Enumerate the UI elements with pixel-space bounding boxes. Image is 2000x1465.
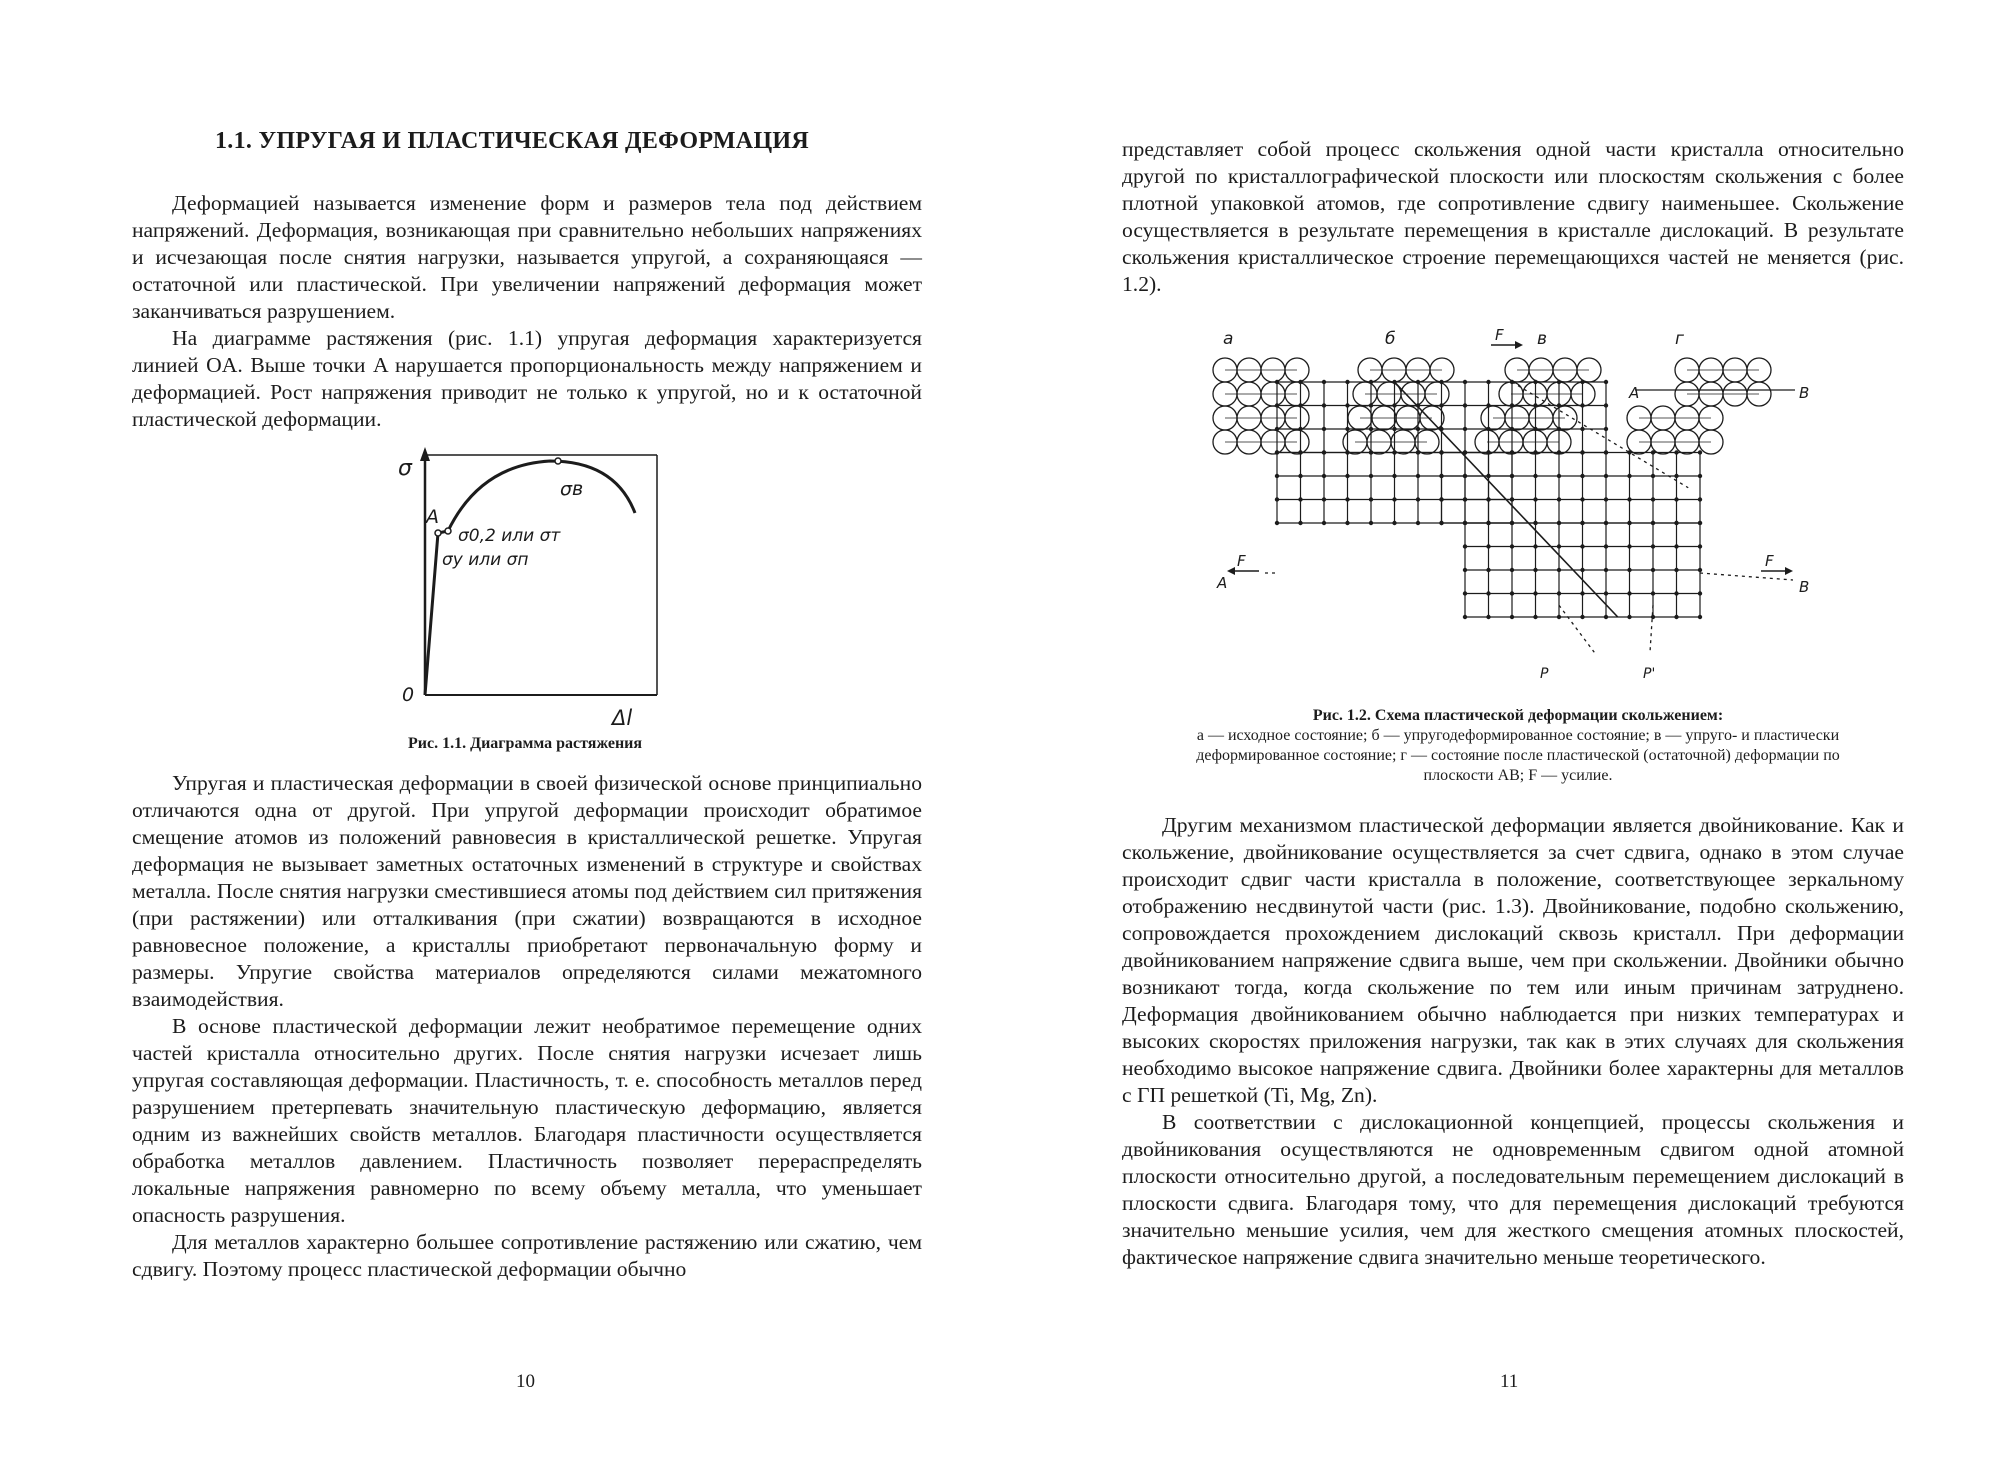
- lattice-node: [1627, 615, 1631, 619]
- lattice-node: [1322, 521, 1326, 525]
- lattice-node: [1486, 474, 1490, 478]
- lattice-node: [1463, 521, 1467, 525]
- label-ab-a: A: [1629, 384, 1640, 402]
- lattice-node: [1674, 591, 1678, 595]
- figure-1-2-caption-title: Рис. 1.2. Схема пластической деформации скольжением:: [1312, 707, 1724, 724]
- page-number-left: 10: [516, 1371, 535, 1392]
- label-ab-b: B: [1799, 384, 1810, 402]
- label-sigma-02: σ0,2 или σт: [458, 526, 561, 546]
- lattice-node: [1580, 521, 1584, 525]
- lattice-node: [1698, 568, 1702, 572]
- lattice-node: [1275, 497, 1279, 501]
- lattice-node: [1557, 403, 1561, 407]
- lattice-node: [1580, 615, 1584, 619]
- lattice-node: [1604, 427, 1608, 431]
- lattice-node: [1604, 591, 1608, 595]
- intro-paragraph-1: Деформацией называется изменение форм и размеров тела под действием напряжений. Деформация, возникающая при сравнительно небольших напряжениях и исчезающая после снятия нагрузки, называется упругой, а сохраняющаяся — остаточной или пластической. При увеличении напряжений деформация может заканчиваться разрушением.: [132, 191, 922, 323]
- lattice-node: [1580, 450, 1584, 454]
- lattice-node: [1345, 497, 1349, 501]
- lattice-node: [1439, 380, 1443, 384]
- lattice-node: [1674, 568, 1678, 572]
- lattice-node: [1533, 427, 1537, 431]
- lattice-node: [1604, 615, 1608, 619]
- lattice-node: [1486, 403, 1490, 407]
- lattice-node: [1322, 474, 1326, 478]
- label-v: в: [1537, 329, 1548, 349]
- lattice-node: [1486, 544, 1490, 548]
- label-g: г: [1675, 329, 1684, 349]
- lattice-node: [1439, 497, 1443, 501]
- lattice-node: [1627, 568, 1631, 572]
- right-page: [1000, 0, 2000, 1465]
- top-text: [1122, 136, 1904, 298]
- lattice-node: [1533, 591, 1537, 595]
- top-paragraph: представляет собой процесс скольжения одной части кристалла относительно другой по кристаллографической плоскости или плоскостям скольжения с более плотной упаковкой атомов, где сопротивление сдвигу наименьшее. Скольжение осуществляется в результате перемещения в кристалле дислокаций. В результате скольжения кристаллическое строение перемещающихся частей не меняется (рис. 1.2).: [1122, 137, 1904, 296]
- lattice-node: [1533, 403, 1537, 407]
- lattice-node: [1674, 521, 1678, 525]
- lattice-node: [1604, 380, 1608, 384]
- lattice-node: [1369, 427, 1373, 431]
- lattice-node: [1486, 450, 1490, 454]
- lattice-node: [1416, 497, 1420, 501]
- lattice-node: [1580, 591, 1584, 595]
- lattice-node: [1651, 615, 1655, 619]
- body-paragraph-2: В основе пластической деформации лежит необратимое перемещение одних частей кристалла относительно других. После снятия нагрузки исчезает лишь упругая составляющая деформации. Пластичность, т. е. способность металлов перед разрушением претерпевать значительную пластическую деформацию, является одним из важнейших свойств металлов. Благодаря пластичности осуществляется обработка металлов давлением. Пластичность позволяет перераспределять локальные напряжения равномерно по всему объему металла, что уменьшает опасность разрушения.: [132, 1014, 922, 1227]
- dashed-guide: [1559, 605, 1594, 652]
- lattice-node: [1627, 497, 1631, 501]
- lattice-node: [1580, 497, 1584, 501]
- lattice-node: [1486, 497, 1490, 501]
- lattice-node: [1275, 450, 1279, 454]
- y-axis-arrow: [420, 447, 430, 461]
- label-force-top: F: [1495, 328, 1504, 344]
- label-delta-l: Δl: [612, 706, 633, 730]
- lattice-node: [1298, 380, 1302, 384]
- lattice-node: [1463, 474, 1467, 478]
- body-text-right: [1122, 812, 1904, 1271]
- lattice-node: [1510, 521, 1514, 525]
- lattice-node: [1627, 521, 1631, 525]
- lattice-node: [1533, 615, 1537, 619]
- lattice-node: [1604, 474, 1608, 478]
- lattice-node: [1345, 403, 1349, 407]
- lattice-node: [1580, 380, 1584, 384]
- figure-1-1-stress-strain-diagram: [390, 445, 670, 730]
- dashed-guide: [1700, 573, 1793, 580]
- lattice-node: [1674, 544, 1678, 548]
- lattice-node: [1580, 403, 1584, 407]
- lattice-node: [1698, 474, 1702, 478]
- lattice-node: [1298, 427, 1302, 431]
- lattice-node: [1322, 403, 1326, 407]
- lattice-node: [1369, 450, 1373, 454]
- label-sigma-axis: σ: [398, 456, 412, 481]
- lattice-node: [1298, 474, 1302, 478]
- lattice-node: [1369, 474, 1373, 478]
- stress-strain-curve: [425, 461, 635, 695]
- lattice-node: [1322, 380, 1326, 384]
- lattice-node: [1510, 615, 1514, 619]
- lattice-node: [1557, 474, 1561, 478]
- lattice-node: [1651, 474, 1655, 478]
- lattice-node: [1345, 427, 1349, 431]
- lattice-node: [1698, 591, 1702, 595]
- lattice-node: [1416, 380, 1420, 384]
- lattice-node: [1322, 450, 1326, 454]
- lattice-node: [1392, 403, 1396, 407]
- label-sigma-b: σв: [560, 478, 584, 500]
- lattice-node: [1463, 497, 1467, 501]
- lattice-node: [1510, 544, 1514, 548]
- lattice-node: [1439, 521, 1443, 525]
- lattice-node: [1580, 544, 1584, 548]
- lattice-node: [1604, 403, 1608, 407]
- figure-1-2-slip-schematic: [1195, 328, 1835, 700]
- label-lattice-b: B: [1799, 578, 1810, 596]
- lattice-node: [1604, 568, 1608, 572]
- lattice-node: [1369, 403, 1373, 407]
- lattice-node: [1322, 497, 1326, 501]
- lattice-node: [1369, 521, 1373, 525]
- lattice-node: [1580, 568, 1584, 572]
- lattice-node: [1463, 615, 1467, 619]
- body-paragraph-3: Для металлов характерно большее сопротивление растяжению или сжатию, чем сдвигу. Поэтому процесс пластической деформации обычно: [132, 1230, 922, 1281]
- lattice-node: [1275, 380, 1279, 384]
- lattice-node: [1345, 474, 1349, 478]
- lattice-node: [1392, 497, 1396, 501]
- lattice-node: [1651, 450, 1655, 454]
- lattice-node: [1345, 450, 1349, 454]
- intro-paragraph-2: На диаграмме растяжения (рис. 1.1) упругая деформация характеризуется линией OA. Выше точки A нарушается пропорциональность между напряжением и деформацией. Рост напряжения приводит не только к упругой, но и к остаточной пластической деформации.: [132, 326, 922, 431]
- lattice-node: [1510, 403, 1514, 407]
- lattice-node: [1698, 450, 1702, 454]
- lattice-node: [1486, 427, 1490, 431]
- lattice-node: [1604, 450, 1608, 454]
- lattice-node: [1416, 521, 1420, 525]
- dashed-guide: [1512, 382, 1688, 488]
- lattice-node: [1651, 497, 1655, 501]
- lattice-node: [1463, 403, 1467, 407]
- label-p: P: [1540, 666, 1549, 682]
- lattice-node: [1627, 544, 1631, 548]
- lattice-node: [1557, 450, 1561, 454]
- lattice-node: [1604, 521, 1608, 525]
- lattice-node: [1533, 568, 1537, 572]
- body-paragraph-5: В соответствии с дислокационной концепцией, процессы скольжения и двойникования осуществляются не одновременным сдвигом одной атомной плоскости относительно другой, а последовательным перемещением дислокаций в плоскости сдвига. Благодаря тому, что для перемещения дислокаций требуются значительно меньшие усилия, чем для жесткого смещения атомных плоскостей, фактическое напряжение сдвига значительно меньше теоретического.: [1122, 1110, 1904, 1269]
- section-heading: 1.1. УПРУГАЯ И ПЛАСТИЧЕСКАЯ ДЕФОРМАЦИЯ: [215, 128, 810, 154]
- lattice-node: [1580, 474, 1584, 478]
- lattice-node: [1698, 615, 1702, 619]
- lattice-node: [1275, 474, 1279, 478]
- label-force-right: F: [1765, 552, 1774, 570]
- dashed-guide: [1650, 605, 1653, 652]
- body-paragraph-4: Другим механизмом пластической деформации является двойникование. Как и скольжение, двойникование осуществляется за счет сдвига, однако в этом случае происходит сдвиг части кристалла в положение, соответствующее зеркальному отображению несдвинутой части (рис. 1.3). Двойникование, подобно скольжению, сопровождается прохождением дислокаций сквозь кристалл. При деформации двойникованием напряжение сдвига выше, чем при скольжении. Двойники обычно возникают тогда, когда скольжение по тем или иным причинам затруднено. Деформация двойникованием обычно наблюдается при низких температурах и высоких скоростях приложения нагрузки, так как в этих случаях для скольжения необходимо высокое напряжение сдвига. Двойники более характерны для металлов с ГП решеткой (Ti, Mg, Zn).: [1122, 813, 1904, 1107]
- lattice-node: [1604, 544, 1608, 548]
- lattice-node: [1627, 591, 1631, 595]
- lattice-node: [1463, 568, 1467, 572]
- lattice-node: [1674, 615, 1678, 619]
- lattice-node: [1698, 544, 1702, 548]
- lattice-node: [1439, 403, 1443, 407]
- lattice-node: [1698, 497, 1702, 501]
- lattice-node: [1392, 427, 1396, 431]
- lattice-node: [1510, 497, 1514, 501]
- lattice-node: [1275, 403, 1279, 407]
- lattice-node: [1557, 427, 1561, 431]
- lattice-node: [1533, 450, 1537, 454]
- point-sigma-y: [435, 530, 441, 536]
- lattice-node: [1651, 521, 1655, 525]
- lattice-node: [1674, 497, 1678, 501]
- lattice-node: [1510, 591, 1514, 595]
- lattice-node: [1510, 427, 1514, 431]
- lattice-node: [1322, 427, 1326, 431]
- lattice-node: [1392, 450, 1396, 454]
- lattice-node: [1533, 474, 1537, 478]
- lattice-node: [1345, 380, 1349, 384]
- lattice-node: [1651, 568, 1655, 572]
- lattice-node: [1392, 521, 1396, 525]
- lattice-node: [1486, 615, 1490, 619]
- lattice-node: [1557, 380, 1561, 384]
- label-a: а: [1223, 329, 1234, 349]
- lattice-node: [1463, 380, 1467, 384]
- lattice-node: [1392, 474, 1396, 478]
- lattice-node: [1416, 474, 1420, 478]
- lattice-node: [1369, 497, 1373, 501]
- lattice-node: [1557, 568, 1561, 572]
- body-paragraph-1: Упругая и пластическая деформации в своей физической основе принципиально отличаются одна от другой. При упругой деформации происходит обратимое смещение атомов из положений равновесия в кристаллической решетке. Упругая деформация не вызывает заметных остаточных изменений в структуре и свойствах металла. После снятия нагрузки сместившиеся атомы под действием сил притяжения (при растяжении) или отталкивания (при сжатии) возвращаются в исходное равновесное положение, а кристаллы приобретают первоначальную форму и размеры. Упругие свойства материалов определяются силами межатомного взаимодействия.: [132, 771, 922, 1011]
- figure-1-2-caption: [1168, 706, 1868, 786]
- lattice-node: [1674, 474, 1678, 478]
- lattice-node: [1533, 380, 1537, 384]
- label-lattice-a: A: [1217, 574, 1228, 592]
- lattice-node: [1627, 474, 1631, 478]
- lattice-node: [1486, 568, 1490, 572]
- force-arrowhead-left: [1227, 567, 1235, 575]
- lattice-node: [1510, 450, 1514, 454]
- lattice-node: [1580, 427, 1584, 431]
- lattice-node: [1557, 497, 1561, 501]
- lattice-node: [1275, 521, 1279, 525]
- lattice-node: [1439, 450, 1443, 454]
- lattice-node: [1557, 544, 1561, 548]
- label-sigma-y: σу или σп: [442, 550, 529, 570]
- lattice-node: [1463, 427, 1467, 431]
- label-p-prime: P': [1643, 666, 1656, 682]
- lattice-node: [1298, 450, 1302, 454]
- lattice-node: [1463, 591, 1467, 595]
- lattice-node: [1298, 497, 1302, 501]
- lattice-node: [1298, 403, 1302, 407]
- point-sigma-02: [445, 528, 451, 534]
- label-b: б: [1385, 329, 1396, 349]
- lattice-node: [1463, 544, 1467, 548]
- lattice-node: [1651, 544, 1655, 548]
- label-force-left: F: [1237, 552, 1246, 570]
- lattice-node: [1416, 450, 1420, 454]
- lattice-node: [1439, 474, 1443, 478]
- force-arrowhead-right: [1785, 567, 1793, 575]
- lattice-node: [1674, 450, 1678, 454]
- lattice-node: [1651, 591, 1655, 595]
- lattice-node: [1486, 521, 1490, 525]
- lattice-node: [1369, 380, 1373, 384]
- lattice-node: [1298, 521, 1302, 525]
- figure-1-2-caption-desc: а — исходное состояние; б — упругодеформированное состояние; в — упруго- и пластически деформированное состояние; г — состояние после пластической (остаточной) деформации по плоскости AB; F — усилие.: [1196, 727, 1840, 784]
- lattice-node: [1510, 474, 1514, 478]
- lattice-node: [1533, 497, 1537, 501]
- intro-text: [132, 190, 922, 433]
- lattice-node: [1533, 544, 1537, 548]
- lattice-node: [1486, 380, 1490, 384]
- crystal-g: [1627, 358, 1771, 454]
- label-point-a: A: [426, 506, 439, 528]
- lattice-node: [1275, 427, 1279, 431]
- lattice-node: [1416, 427, 1420, 431]
- figure-1-1-caption: Рис. 1.1. Диаграмма растяжения: [407, 735, 643, 752]
- label-origin: 0: [402, 684, 415, 706]
- lattice-node: [1345, 521, 1349, 525]
- lattice-node: [1557, 521, 1561, 525]
- lattice-node: [1533, 521, 1537, 525]
- lattice-node: [1604, 497, 1608, 501]
- page-number-right: 11: [1500, 1371, 1519, 1392]
- body-text-left: [132, 770, 922, 1283]
- point-sigma-b: [555, 458, 561, 464]
- force-arrowhead-top: [1515, 341, 1523, 349]
- lattice-node: [1557, 615, 1561, 619]
- lattice-node: [1510, 568, 1514, 572]
- lattice-node: [1698, 521, 1702, 525]
- lattice-node: [1557, 591, 1561, 595]
- lattice-node: [1486, 591, 1490, 595]
